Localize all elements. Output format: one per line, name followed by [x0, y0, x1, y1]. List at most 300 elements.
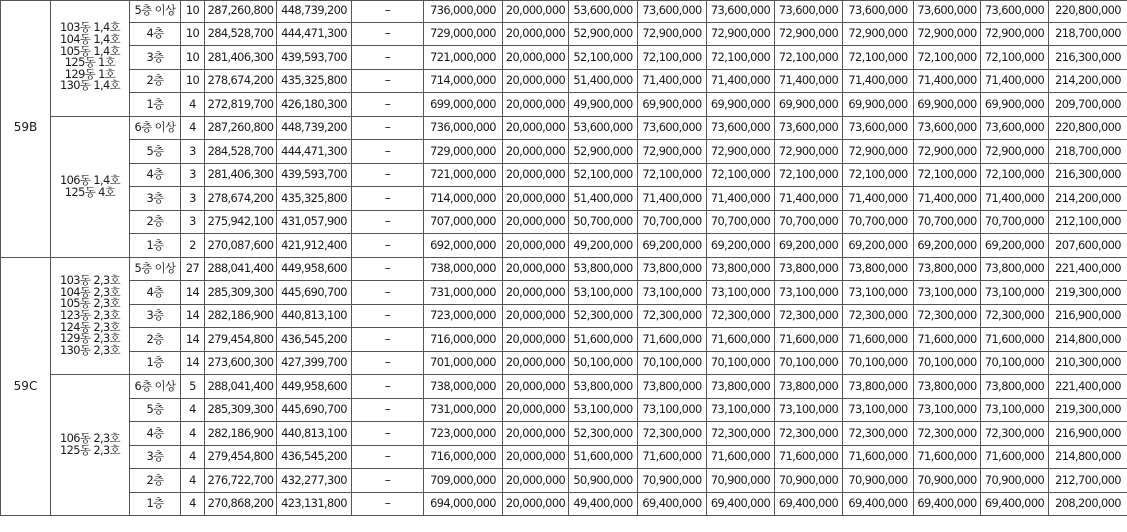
interim-payment-4-cell: 73,600,000 [775, 0, 843, 22]
total-price-cell: 729,000,000 [424, 22, 503, 46]
units-cell: 14 [181, 351, 205, 375]
table-row [1, 0, 1127, 22]
interim-payment-2-cell: 72,100,000 [638, 46, 707, 70]
interim-payment-7-cell: 70,900,000 [981, 469, 1049, 493]
interim-payment-7-cell: 73,100,000 [981, 281, 1049, 305]
table-row [1, 445, 1127, 469]
land-price-cell: 282,186,900 [205, 304, 277, 328]
extension-cell: – [352, 398, 424, 422]
land-price-cell: 281,406,300 [205, 46, 277, 70]
balance-cell: 214,200,000 [1049, 187, 1127, 211]
units-cell: 10 [181, 0, 205, 22]
building-price-cell: 448,739,200 [277, 0, 352, 22]
balance-cell: 212,700,000 [1049, 469, 1127, 493]
balance-cell: 214,800,000 [1049, 445, 1127, 469]
table-row [1, 281, 1127, 305]
interim-payment-7-cell: 73,600,000 [981, 116, 1049, 140]
land-price-cell: 270,087,600 [205, 234, 277, 258]
contract-deposit-cell: 20,000,000 [503, 445, 569, 469]
interim-payment-6-cell: 71,600,000 [914, 445, 981, 469]
interim-payment-3-cell: 72,300,000 [707, 304, 775, 328]
building-price-cell: 440,813,100 [277, 422, 352, 446]
units-cell: 10 [181, 69, 205, 93]
building-price-cell: 440,813,100 [277, 304, 352, 328]
building-unit-label: 106동 2,3호 [59, 431, 121, 446]
interim-payment-5-cell: 71,400,000 [843, 187, 914, 211]
land-price-cell: 285,309,300 [205, 398, 277, 422]
table-row [1, 69, 1127, 93]
interim-payment-7-cell: 72,900,000 [981, 22, 1049, 46]
balance-cell: 220,800,000 [1049, 0, 1127, 22]
interim-payment-2-cell: 72,100,000 [638, 163, 707, 187]
building-price-cell: 449,958,600 [277, 375, 352, 399]
extension-cell: – [352, 281, 424, 305]
building-unit-label: 125동 4호 [64, 184, 116, 199]
building-price-cell: 436,545,200 [277, 328, 352, 352]
interim-payment-4-cell: 72,100,000 [775, 163, 843, 187]
interim-payment-5-cell: 69,200,000 [843, 234, 914, 258]
land-price-cell: 288,041,400 [205, 375, 277, 399]
interim-payment-4-cell: 71,400,000 [775, 69, 843, 93]
extension-cell: – [352, 22, 424, 46]
units-cell: 4 [181, 116, 205, 140]
interim-payment-2-cell: 71,400,000 [638, 187, 707, 211]
building-price-cell: 439,593,700 [277, 163, 352, 187]
interim-payment-4-cell: 73,800,000 [775, 257, 843, 281]
land-price-cell: 278,674,200 [205, 187, 277, 211]
building-unit-label: 125동 1호 [64, 55, 116, 70]
units-cell: 10 [181, 46, 205, 70]
interim-payment-1-cell: 51,600,000 [569, 328, 638, 352]
total-price-cell: 716,000,000 [424, 328, 503, 352]
interim-payment-6-cell: 71,400,000 [914, 69, 981, 93]
units-cell: 14 [181, 328, 205, 352]
units-cell: 27 [181, 257, 205, 281]
contract-deposit-cell: 20,000,000 [503, 140, 569, 164]
balance-cell: 210,300,000 [1049, 351, 1127, 375]
units-cell: 4 [181, 492, 205, 516]
interim-payment-2-cell: 72,900,000 [638, 140, 707, 164]
units-cell: 4 [181, 398, 205, 422]
extension-cell: – [352, 422, 424, 446]
total-price-cell: 729,000,000 [424, 140, 503, 164]
interim-payment-7-cell: 70,100,000 [981, 351, 1049, 375]
contract-deposit-cell: 20,000,000 [503, 46, 569, 70]
floor-cell: 1층 [130, 351, 181, 375]
building-price-cell: 435,325,800 [277, 69, 352, 93]
contract-deposit-cell: 20,000,000 [503, 234, 569, 258]
interim-payment-5-cell: 71,400,000 [843, 69, 914, 93]
units-cell: 14 [181, 281, 205, 305]
contract-deposit-cell: 20,000,000 [503, 210, 569, 234]
interim-payment-2-cell: 71,600,000 [638, 445, 707, 469]
building-unit-label: 124동 2,3호 [59, 319, 121, 334]
units-cell: 14 [181, 304, 205, 328]
table-row [1, 234, 1127, 258]
interim-payment-5-cell: 69,400,000 [843, 492, 914, 516]
extension-cell: – [352, 445, 424, 469]
total-price-cell: 736,000,000 [424, 0, 503, 22]
interim-payment-3-cell: 70,700,000 [707, 210, 775, 234]
table-row [1, 93, 1127, 117]
table-row [1, 469, 1127, 493]
floor-cell: 4층 [130, 22, 181, 46]
contract-deposit-cell: 20,000,000 [503, 304, 569, 328]
interim-payment-5-cell: 73,800,000 [843, 257, 914, 281]
table-row [1, 187, 1127, 211]
interim-payment-5-cell: 71,600,000 [843, 328, 914, 352]
table-row [1, 375, 1127, 399]
interim-payment-6-cell: 69,400,000 [914, 492, 981, 516]
interim-payment-2-cell: 71,600,000 [638, 328, 707, 352]
interim-payment-2-cell: 70,900,000 [638, 469, 707, 493]
interim-payment-6-cell: 73,800,000 [914, 257, 981, 281]
units-cell: 5 [181, 375, 205, 399]
land-price-cell: 281,406,300 [205, 163, 277, 187]
interim-payment-1-cell: 49,400,000 [569, 492, 638, 516]
interim-payment-6-cell: 72,300,000 [914, 422, 981, 446]
floor-cell: 5층 이상 [130, 257, 181, 281]
interim-payment-6-cell: 73,600,000 [914, 0, 981, 22]
extension-cell: – [352, 163, 424, 187]
building-price-cell: 431,057,900 [277, 210, 352, 234]
interim-payment-7-cell: 72,100,000 [981, 163, 1049, 187]
total-price-cell: 709,000,000 [424, 469, 503, 493]
interim-payment-7-cell: 69,400,000 [981, 492, 1049, 516]
floor-cell: 3층 [130, 445, 181, 469]
interim-payment-1-cell: 52,300,000 [569, 304, 638, 328]
units-cell: 3 [181, 210, 205, 234]
interim-payment-5-cell: 70,100,000 [843, 351, 914, 375]
total-price-cell: 738,000,000 [424, 375, 503, 399]
interim-payment-2-cell: 73,800,000 [638, 375, 707, 399]
interim-payment-5-cell: 70,700,000 [843, 210, 914, 234]
land-price-cell: 287,260,800 [205, 116, 277, 140]
building-price-cell: 435,325,800 [277, 187, 352, 211]
interim-payment-3-cell: 70,900,000 [707, 469, 775, 493]
interim-payment-3-cell: 71,600,000 [707, 445, 775, 469]
total-price-cell: 692,000,000 [424, 234, 503, 258]
balance-cell: 216,900,000 [1049, 422, 1127, 446]
total-price-cell: 714,000,000 [424, 69, 503, 93]
building-price-cell: 426,180,300 [277, 93, 352, 117]
interim-payment-7-cell: 73,600,000 [981, 0, 1049, 22]
total-price-cell: 736,000,000 [424, 116, 503, 140]
interim-payment-6-cell: 72,100,000 [914, 163, 981, 187]
table-row [1, 140, 1127, 164]
interim-payment-2-cell: 72,900,000 [638, 22, 707, 46]
land-price-cell: 284,528,700 [205, 22, 277, 46]
extension-cell: – [352, 140, 424, 164]
interim-payment-3-cell: 71,400,000 [707, 69, 775, 93]
extension-cell: – [352, 187, 424, 211]
floor-cell: 2층 [130, 210, 181, 234]
building-unit-label: 129동 1호 [64, 66, 116, 81]
interim-payment-7-cell: 69,200,000 [981, 234, 1049, 258]
interim-payment-2-cell: 69,200,000 [638, 234, 707, 258]
building-unit-label: 104동 1,4호 [59, 32, 121, 47]
interim-payment-6-cell: 72,100,000 [914, 46, 981, 70]
extension-cell: – [352, 46, 424, 70]
floor-cell: 2층 [130, 69, 181, 93]
building-price-cell: 445,690,700 [277, 398, 352, 422]
interim-payment-7-cell: 69,900,000 [981, 93, 1049, 117]
interim-payment-5-cell: 73,600,000 [843, 116, 914, 140]
extension-cell: – [352, 234, 424, 258]
interim-payment-3-cell: 73,800,000 [707, 375, 775, 399]
table-row [1, 116, 1127, 140]
building-unit-label: 130동 1,4호 [59, 78, 121, 93]
interim-payment-1-cell: 51,400,000 [569, 187, 638, 211]
contract-deposit-cell: 20,000,000 [503, 375, 569, 399]
units-cell: 4 [181, 93, 205, 117]
interim-payment-2-cell: 73,100,000 [638, 398, 707, 422]
contract-deposit-cell: 20,000,000 [503, 328, 569, 352]
interim-payment-4-cell: 72,300,000 [775, 304, 843, 328]
total-price-cell: 714,000,000 [424, 187, 503, 211]
interim-payment-4-cell: 71,600,000 [775, 445, 843, 469]
floor-cell: 1층 [130, 93, 181, 117]
table-row [1, 46, 1127, 70]
interim-payment-4-cell: 71,600,000 [775, 328, 843, 352]
interim-payment-7-cell: 72,900,000 [981, 140, 1049, 164]
balance-cell: 208,200,000 [1049, 492, 1127, 516]
building-unit-cell [51, 375, 130, 516]
table-row [1, 257, 1127, 281]
interim-payment-4-cell: 73,100,000 [775, 281, 843, 305]
interim-payment-7-cell: 73,800,000 [981, 375, 1049, 399]
interim-payment-2-cell: 69,900,000 [638, 93, 707, 117]
interim-payment-7-cell: 70,700,000 [981, 210, 1049, 234]
building-unit-label: 105동 2,3호 [59, 296, 121, 311]
units-cell: 4 [181, 469, 205, 493]
interim-payment-4-cell: 70,100,000 [775, 351, 843, 375]
balance-cell: 216,900,000 [1049, 304, 1127, 328]
housing-type-cell: 59C [1, 257, 51, 516]
floor-cell: 6층 이상 [130, 116, 181, 140]
total-price-cell: 701,000,000 [424, 351, 503, 375]
land-price-cell: 270,868,200 [205, 492, 277, 516]
building-unit-label: 104동 2,3호 [59, 284, 121, 299]
interim-payment-5-cell: 72,900,000 [843, 22, 914, 46]
units-cell: 2 [181, 234, 205, 258]
building-price-cell: 444,471,300 [277, 22, 352, 46]
land-price-cell: 279,454,800 [205, 328, 277, 352]
floor-cell: 5층 [130, 140, 181, 164]
extension-cell: – [352, 304, 424, 328]
building-price-cell: 436,545,200 [277, 445, 352, 469]
interim-payment-3-cell: 69,200,000 [707, 234, 775, 258]
extension-cell: – [352, 492, 424, 516]
balance-cell: 214,800,000 [1049, 328, 1127, 352]
interim-payment-2-cell: 70,700,000 [638, 210, 707, 234]
interim-payment-1-cell: 53,800,000 [569, 257, 638, 281]
interim-payment-4-cell: 73,100,000 [775, 398, 843, 422]
interim-payment-1-cell: 52,900,000 [569, 140, 638, 164]
table-row [1, 210, 1127, 234]
building-unit-label: 123동 2,3호 [59, 307, 121, 322]
interim-payment-4-cell: 72,300,000 [775, 422, 843, 446]
table-row [1, 422, 1127, 446]
interim-payment-7-cell: 71,600,000 [981, 328, 1049, 352]
interim-payment-5-cell: 73,100,000 [843, 281, 914, 305]
interim-payment-3-cell: 70,100,000 [707, 351, 775, 375]
building-unit-label: 103동 1,4호 [59, 20, 121, 35]
interim-payment-4-cell: 73,600,000 [775, 116, 843, 140]
contract-deposit-cell: 20,000,000 [503, 69, 569, 93]
floor-cell: 3층 [130, 187, 181, 211]
land-price-cell: 272,819,700 [205, 93, 277, 117]
contract-deposit-cell: 20,000,000 [503, 492, 569, 516]
interim-payment-5-cell: 71,600,000 [843, 445, 914, 469]
interim-payment-6-cell: 73,600,000 [914, 116, 981, 140]
interim-payment-6-cell: 73,100,000 [914, 398, 981, 422]
table-row [1, 22, 1127, 46]
floor-cell: 4층 [130, 422, 181, 446]
interim-payment-4-cell: 72,900,000 [775, 22, 843, 46]
interim-payment-4-cell: 69,400,000 [775, 492, 843, 516]
interim-payment-5-cell: 72,300,000 [843, 422, 914, 446]
floor-cell: 2층 [130, 469, 181, 493]
contract-deposit-cell: 20,000,000 [503, 93, 569, 117]
contract-deposit-cell: 20,000,000 [503, 398, 569, 422]
extension-cell: – [352, 0, 424, 22]
price-table-body [1, 0, 1127, 516]
contract-deposit-cell: 20,000,000 [503, 422, 569, 446]
floor-cell: 4층 [130, 281, 181, 305]
interim-payment-3-cell: 73,800,000 [707, 257, 775, 281]
interim-payment-3-cell: 69,400,000 [707, 492, 775, 516]
balance-cell: 218,700,000 [1049, 140, 1127, 164]
interim-payment-3-cell: 73,100,000 [707, 281, 775, 305]
units-cell: 10 [181, 22, 205, 46]
total-price-cell: 721,000,000 [424, 163, 503, 187]
interim-payment-1-cell: 53,100,000 [569, 281, 638, 305]
floor-cell: 3층 [130, 46, 181, 70]
interim-payment-2-cell: 71,400,000 [638, 69, 707, 93]
interim-payment-3-cell: 73,600,000 [707, 0, 775, 22]
building-unit-label: 106동 1,4호 [59, 172, 121, 187]
floor-cell: 6층 이상 [130, 375, 181, 399]
extension-cell: – [352, 93, 424, 117]
balance-cell: 218,700,000 [1049, 22, 1127, 46]
interim-payment-4-cell: 72,100,000 [775, 46, 843, 70]
extension-cell: – [352, 328, 424, 352]
interim-payment-6-cell: 71,600,000 [914, 328, 981, 352]
contract-deposit-cell: 20,000,000 [503, 351, 569, 375]
interim-payment-1-cell: 53,600,000 [569, 116, 638, 140]
balance-cell: 221,400,000 [1049, 257, 1127, 281]
land-price-cell: 276,722,700 [205, 469, 277, 493]
contract-deposit-cell: 20,000,000 [503, 257, 569, 281]
interim-payment-6-cell: 70,900,000 [914, 469, 981, 493]
extension-cell: – [352, 257, 424, 281]
interim-payment-5-cell: 73,100,000 [843, 398, 914, 422]
table-row [1, 304, 1127, 328]
balance-cell: 216,300,000 [1049, 46, 1127, 70]
balance-cell: 212,100,000 [1049, 210, 1127, 234]
interim-payment-5-cell: 72,300,000 [843, 304, 914, 328]
building-price-cell: 439,593,700 [277, 46, 352, 70]
contract-deposit-cell: 20,000,000 [503, 0, 569, 22]
interim-payment-1-cell: 53,800,000 [569, 375, 638, 399]
contract-deposit-cell: 20,000,000 [503, 281, 569, 305]
interim-payment-6-cell: 71,400,000 [914, 187, 981, 211]
table-row [1, 351, 1127, 375]
interim-payment-1-cell: 53,100,000 [569, 398, 638, 422]
interim-payment-1-cell: 49,900,000 [569, 93, 638, 117]
interim-payment-2-cell: 73,600,000 [638, 0, 707, 22]
interim-payment-5-cell: 72,100,000 [843, 163, 914, 187]
land-price-cell: 282,186,900 [205, 422, 277, 446]
interim-payment-1-cell: 50,700,000 [569, 210, 638, 234]
building-price-cell: 445,690,700 [277, 281, 352, 305]
building-unit-cell [51, 257, 130, 375]
interim-payment-6-cell: 72,300,000 [914, 304, 981, 328]
interim-payment-5-cell: 70,900,000 [843, 469, 914, 493]
extension-cell: – [352, 210, 424, 234]
building-unit-cell [51, 0, 130, 116]
balance-cell: 214,200,000 [1049, 69, 1127, 93]
interim-payment-3-cell: 71,400,000 [707, 187, 775, 211]
land-price-cell: 275,942,100 [205, 210, 277, 234]
contract-deposit-cell: 20,000,000 [503, 22, 569, 46]
interim-payment-2-cell: 69,400,000 [638, 492, 707, 516]
interim-payment-4-cell: 69,900,000 [775, 93, 843, 117]
interim-payment-3-cell: 72,100,000 [707, 163, 775, 187]
units-cell: 4 [181, 422, 205, 446]
building-price-cell: 448,739,200 [277, 116, 352, 140]
building-unit-label: 105동 1,4호 [59, 43, 121, 58]
interim-payment-1-cell: 52,300,000 [569, 422, 638, 446]
total-price-cell: 723,000,000 [424, 422, 503, 446]
table-row [1, 328, 1127, 352]
total-price-cell: 699,000,000 [424, 93, 503, 117]
interim-payment-6-cell: 73,800,000 [914, 375, 981, 399]
interim-payment-1-cell: 52,900,000 [569, 22, 638, 46]
interim-payment-2-cell: 72,300,000 [638, 304, 707, 328]
housing-type-cell: 59B [1, 0, 51, 257]
floor-cell: 2층 [130, 328, 181, 352]
interim-payment-2-cell: 72,300,000 [638, 422, 707, 446]
interim-payment-4-cell: 73,800,000 [775, 375, 843, 399]
interim-payment-6-cell: 73,100,000 [914, 281, 981, 305]
units-cell: 4 [181, 445, 205, 469]
building-price-cell: 444,471,300 [277, 140, 352, 164]
building-price-cell: 423,131,800 [277, 492, 352, 516]
land-price-cell: 288,041,400 [205, 257, 277, 281]
units-cell: 3 [181, 187, 205, 211]
interim-payment-7-cell: 71,400,000 [981, 187, 1049, 211]
land-price-cell: 273,600,300 [205, 351, 277, 375]
building-price-cell: 427,399,700 [277, 351, 352, 375]
interim-payment-3-cell: 72,300,000 [707, 422, 775, 446]
interim-payment-1-cell: 53,600,000 [569, 0, 638, 22]
extension-cell: – [352, 116, 424, 140]
total-price-cell: 707,000,000 [424, 210, 503, 234]
extension-cell: – [352, 351, 424, 375]
interim-payment-4-cell: 70,700,000 [775, 210, 843, 234]
balance-cell: 216,300,000 [1049, 163, 1127, 187]
interim-payment-7-cell: 72,300,000 [981, 422, 1049, 446]
table-row [1, 163, 1127, 187]
interim-payment-5-cell: 69,900,000 [843, 93, 914, 117]
building-unit-label: 129동 2,3호 [59, 331, 121, 346]
interim-payment-7-cell: 72,300,000 [981, 304, 1049, 328]
floor-cell: 5층 이상 [130, 0, 181, 22]
interim-payment-7-cell: 73,100,000 [981, 398, 1049, 422]
total-price-cell: 731,000,000 [424, 398, 503, 422]
